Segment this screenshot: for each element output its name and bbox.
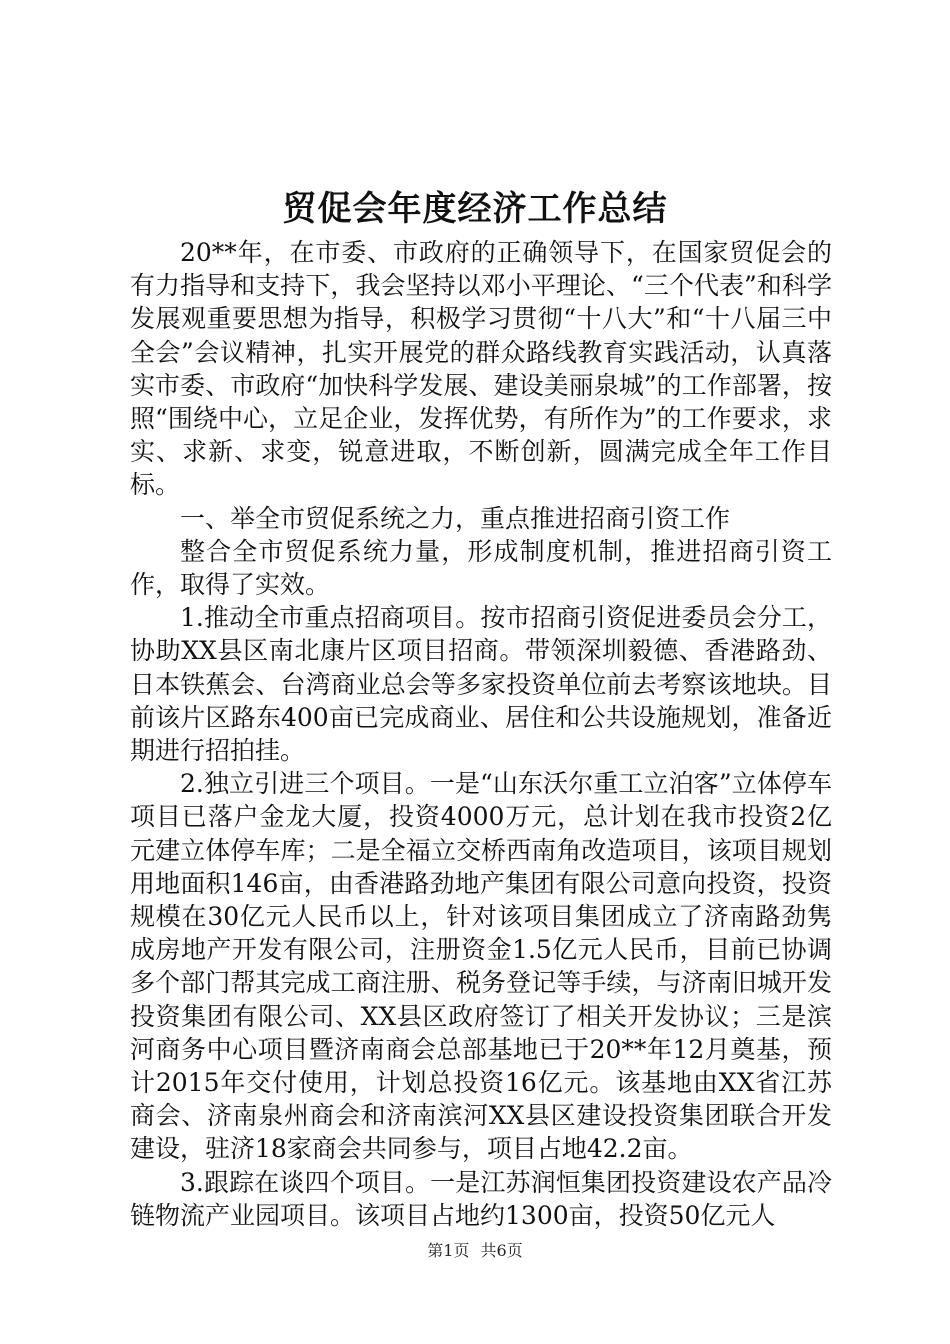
document-body [130, 236, 832, 1232]
paragraph-section-summary: 整合全市贸促系统力量，形成制度机制，推进招商引资工作，取得了实效。 [130, 536, 832, 600]
page-total: 共6页 [480, 1241, 523, 1260]
paragraph-item-3: 3.跟踪在谈四个项目。一是江苏润恒集团投资建设农产品冷链物流产业园项目。该项目占地约1300亩，投资50亿元人 [130, 1167, 832, 1230]
section-heading-1: 一、举全市贸促系统之力，重点推进招商引资工作 [180, 503, 731, 533]
document-title: 贸促会年度经济工作总结 [282, 189, 668, 229]
page-number: 第1页 [427, 1241, 470, 1260]
paragraph-item-2: 2.独立引进三个项目。一是“山东沃尔重工立泊客”立体停车项目已落户金龙大厦，投资4000万元，总计划在我市投资2亿元建立体停车库；二是全福立交桥西南角改造项目，该项目规划用地面积146亩，由香港路劲地产集团有限公司意向投资，投资规模在30亿元人民币以上，针对该项目集团成立了济南路劲隽成房地产开发有限公司，注册资金1.5亿元人民币，目前已协调多个部门帮其完成工商注册、税务登记等手续，与济南旧城开发投资集团有限公司、XX县区政府签订了相关开发协议；三是滨河商务中心项目暨济南商会总部基地已于20**年12月奠基，预计2015年交付使用，计划总投资16亿元。该基地由XX省江苏商会、济南泉州商会和济南滨河XX县区建设投资集团联合开发建设，驻济18家商会共同参与，项目占地42.2亩。 [130, 769, 832, 1164]
paragraph-item-1: 1.推动全市重点招商项目。按市招商引资促进委员会分工，协助XX县区南北康片区项目招商。带领深圳毅德、香港路劲、日本铁蕉会、台湾商业总会等多家投资单位前去考察该地块。目前该片区路东400亩已完成商业、居住和公共设施规划，准备近期进行招拍挂。 [130, 603, 832, 766]
page-footer [0, 1240, 950, 1262]
paragraph-intro: 20**年，在市委、市政府的正确领导下，在国家贸促会的有力指导和支持下，我会坚持以邓小平理论、“三个代表”和科学发展观重要思想为指导，积极学习贯彻“十八大”和“十八届三中全会”会议精神，扎实开展党的群众路线教育实践活动，认真落实市委、市政府“加快科学发展、建设美丽泉城”的工作部署，按照“围绕中心，立足企业，发挥优势，有所作为”的工作要求，求实、求新、求变，锐意进取，不断创新，圆满完成全年工作目标。 [130, 238, 832, 500]
